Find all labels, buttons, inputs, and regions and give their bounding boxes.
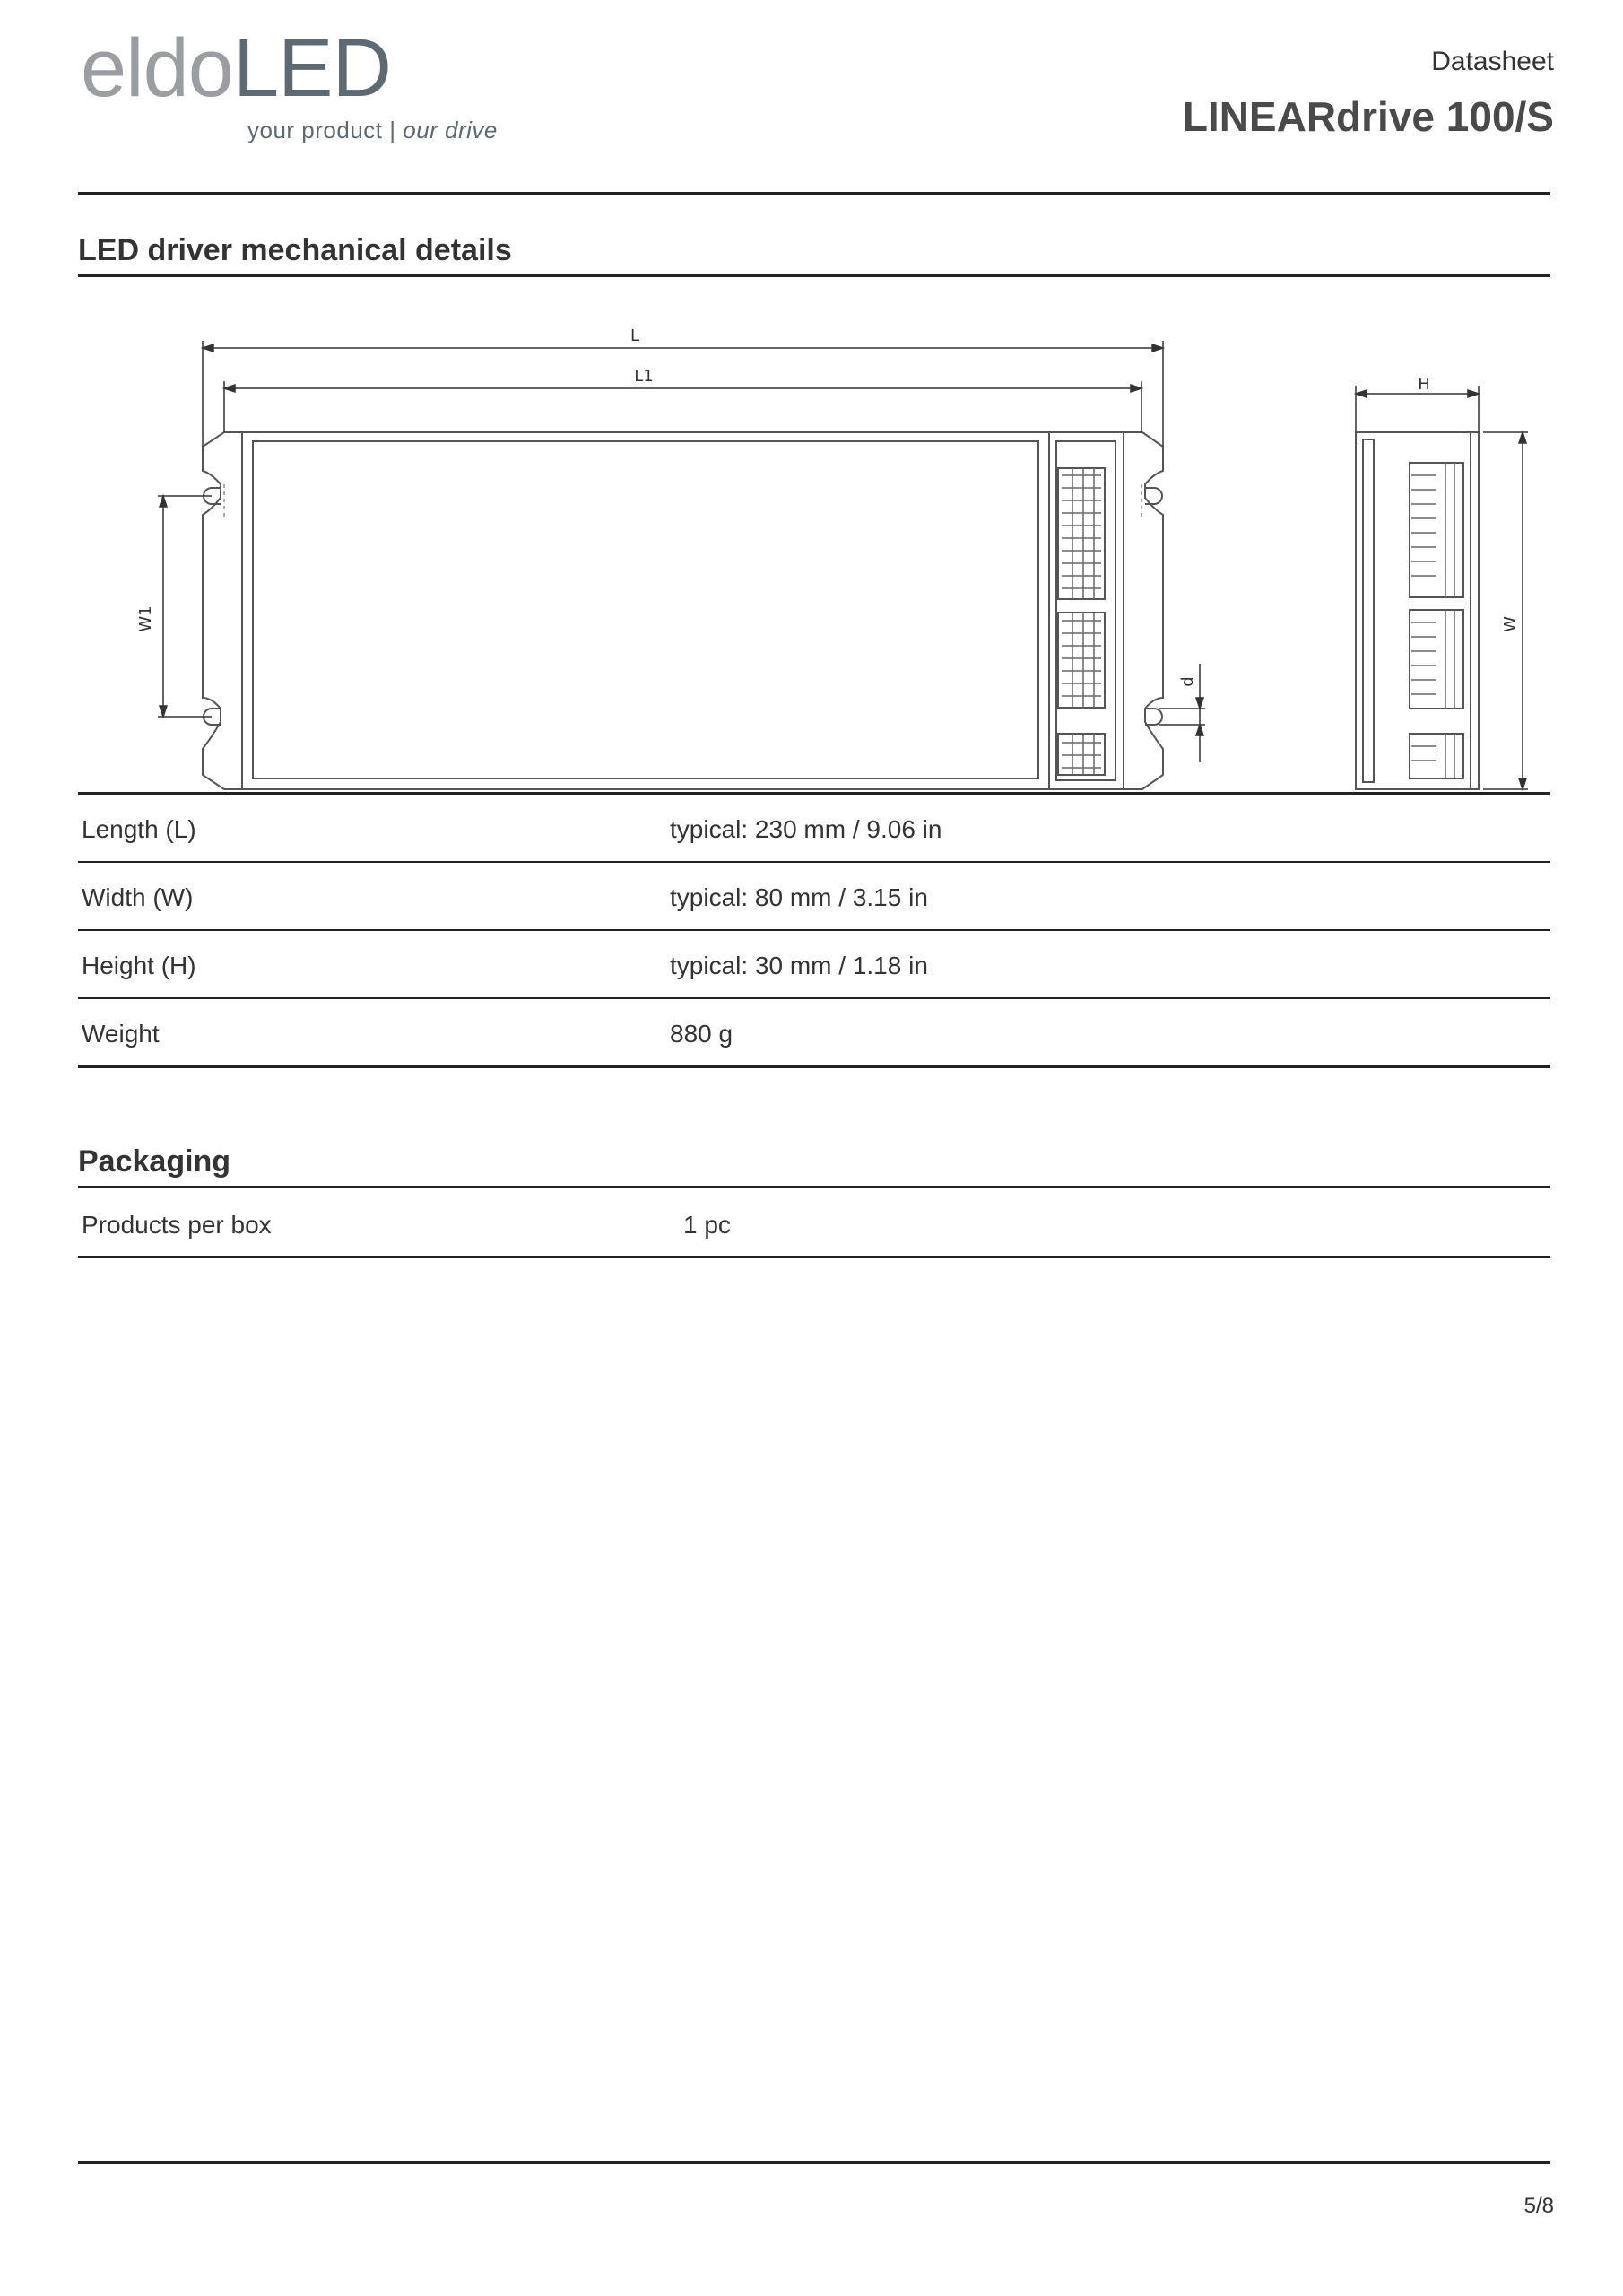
dim-label-w: W [1501, 616, 1520, 632]
dim-label-w1: W1 [136, 605, 155, 632]
row-divider [78, 929, 1550, 931]
dim-label-d: d [1178, 676, 1197, 687]
footer-divider [78, 2161, 1550, 2164]
table-top-rule [78, 792, 1550, 795]
packaging-bottom-rule [78, 1256, 1550, 1258]
row-value-length: typical: 230 mm / 9.06 in [670, 815, 942, 843]
driver-outline-right [1124, 432, 1163, 789]
dim-label-l: L [629, 326, 640, 345]
driver-body [242, 432, 1049, 789]
terminal-contacts-front [1062, 468, 1101, 775]
section-title-packaging: Packaging [78, 1144, 231, 1178]
header-divider [78, 192, 1550, 195]
dim-label-h: H [1418, 375, 1430, 394]
tagline-italic: our drive [403, 117, 498, 144]
row-label-height: Height (H) [82, 952, 196, 979]
row-value-width: typical: 80 mm / 3.15 in [670, 883, 928, 911]
table-bottom-rule [78, 1065, 1550, 1068]
driver-outline [203, 432, 242, 789]
logo-eldo: eldo [81, 22, 233, 114]
terminal-contacts-side [1411, 463, 1454, 778]
row-value-height: typical: 30 mm / 1.18 in [670, 952, 928, 979]
logo-wordmark [81, 22, 391, 114]
terminal-block [1049, 432, 1124, 789]
section-divider [78, 1186, 1550, 1188]
dim-label-l1: L1 [634, 367, 654, 386]
row-divider [78, 861, 1550, 863]
document-type: Datasheet [1431, 47, 1554, 76]
eldoled-logo [81, 22, 547, 144]
row-value-products-per-box: 1 pc [683, 1211, 731, 1239]
mechanical-drawing [0, 296, 1623, 798]
section-divider [78, 274, 1550, 277]
product-name: LINEARdrive 100/S [1182, 93, 1554, 140]
logo-led: LED [232, 22, 391, 114]
row-value-weight: 880 g [670, 1020, 733, 1048]
section-title-mechanical: LED driver mechanical details [78, 233, 512, 267]
mounting-hole-bottom-right [1145, 709, 1162, 725]
row-label-products-per-box: Products per box [82, 1211, 272, 1239]
row-label-length: Length (L) [82, 815, 196, 843]
tagline-plain: your product | [247, 117, 404, 144]
logo-tagline [247, 117, 498, 144]
row-label-width: Width (W) [82, 883, 194, 911]
row-divider [78, 997, 1550, 999]
page-number: 5/8 [1523, 2194, 1554, 2218]
driver-body-inner [253, 441, 1038, 778]
row-label-weight: Weight [82, 1020, 160, 1048]
